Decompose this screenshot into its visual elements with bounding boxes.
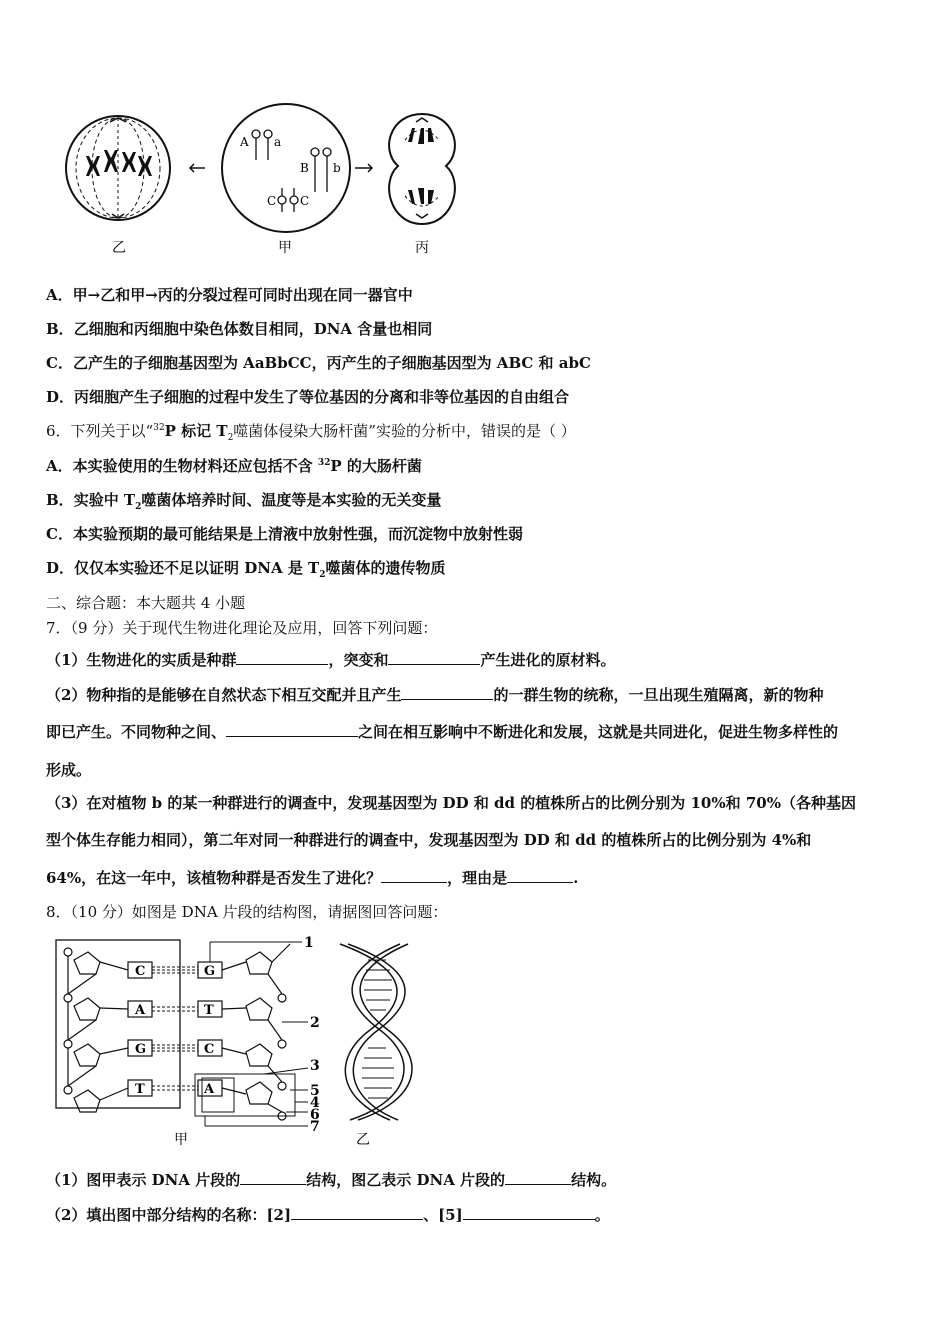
base-left-4: T: [135, 1082, 145, 1097]
blank: [388, 650, 480, 665]
q5-option-d: D．丙细胞产生子细胞的过程中发生了等位基因的分离和非等位基因的自由组合: [46, 388, 570, 406]
q5-option-b: B．乙细胞和丙细胞中染色体数目相同，DNA 含量也相同: [46, 320, 433, 338]
base-left-1: C: [135, 964, 146, 979]
gene-C-left: C: [267, 194, 277, 208]
gene-C-right: C: [300, 194, 310, 208]
q7-part1: （1）生物进化的实质是种群 ，突变和 产生进化的原材料。: [46, 651, 616, 669]
gene-B: B: [300, 161, 309, 175]
base-right-2: T: [204, 1003, 214, 1018]
q7-part3-line3: 64%，在这一年中，该植物种群是否发生了进化？ ，理由是 .: [46, 869, 579, 887]
blank: [381, 868, 447, 883]
q7-part2-line2: 即已产生。不同物种之间、 之间在相互影响中不断进化和发展，这就是共同进化，促进生物多样性的: [46, 723, 839, 741]
blank: [291, 1205, 423, 1220]
blank: [507, 868, 573, 883]
q8-part2: （2）填出图中部分结构的名称：[2] 、[5] 。: [46, 1206, 610, 1224]
frame-left-strand: [56, 940, 180, 1108]
q6-option-b: B．实验中 $T_2$噬菌体培养时间、温度等是本实验的无关变量: [46, 491, 442, 512]
label-jia-dna: 甲: [174, 1132, 188, 1148]
q7-heading: 7．（9 分）关于现代生物进化理论及应用，回答下列问题：: [46, 619, 438, 637]
label-num-2: 2: [310, 1015, 320, 1031]
cell-bing: [389, 114, 455, 256]
q7-part3-line1: （3）在对植物 b 的某一种群进行的调查中，发现基因型为 DD 和 dd 的植株所占的比例分别为 10%和 70%（各种基因: [46, 794, 856, 812]
blank: [236, 650, 328, 665]
q7-part3-line2: 型个体生存能力相同），第二年对同一种群进行的调查中，发现基因型为 DD 和 dd 的植株所占的比例分别为 4%和: [46, 831, 812, 849]
label-num-5: 5: [310, 1083, 320, 1099]
base-right-3: C: [204, 1042, 215, 1057]
label-yi-dna: 乙: [356, 1132, 370, 1148]
q8-heading: 8．（10 分）如图是 DNA 片段的结构图，请据图回答问题：: [46, 903, 448, 921]
gene-b: b: [333, 161, 341, 175]
blank: [505, 1170, 571, 1185]
q8-part1: （1）图甲表示 DNA 片段的 结构，图乙表示 DNA 片段的 结构。: [46, 1171, 617, 1189]
base-left-2: A: [135, 1003, 146, 1018]
cell-division-figure: [60, 100, 480, 260]
label-num-4: 4: [310, 1095, 320, 1111]
base-right-1: G: [204, 964, 216, 979]
q6-option-a: A．本实验使用的生物材料还应包括不含 $^{32}$P 的大肠杆菌: [46, 457, 422, 475]
q7-part2-line1: （2）物种指的是能够在自然状态下相互交配并且产生 的一群生物的统称，一旦出现生殖隔离，新的物种: [46, 686, 824, 704]
label-num-6: 6: [310, 1107, 320, 1123]
q7-part2-line3: 形成。: [46, 761, 92, 779]
cell-jia: [222, 104, 350, 256]
blank: [401, 685, 493, 700]
gene-a: a: [274, 135, 282, 149]
blank: [240, 1170, 306, 1185]
label-num-1: 1: [304, 935, 314, 951]
base-left-3: G: [135, 1042, 147, 1057]
q5-option-c: C．乙产生的子细胞基因型为 AaBbCC，丙产生的子细胞基因型为 ABC 和 abC: [46, 354, 591, 372]
gene-A: A: [240, 135, 249, 149]
label-jia: 甲: [278, 240, 292, 256]
label-yi: 乙: [112, 240, 126, 256]
label-num-3: 3: [310, 1058, 320, 1074]
q6-option-c: C．本实验预期的最可能结果是上清液中放射性强，而沉淀物中放射性弱: [46, 525, 523, 543]
q6-stem: 6．下列关于以“$^{32}$P 标记 $T_2$噬菌体侵染大肠杆菌”实验的分析中，错误的是（ ）: [46, 422, 576, 443]
q5-option-a: A．甲→乙和甲→丙的分裂过程可同时出现在同一器官中: [46, 286, 413, 304]
label-bing: 丙: [415, 240, 429, 256]
blank: [226, 722, 358, 737]
dna-structure-figure: [50, 930, 420, 1150]
section-2-heading: 二、综合题：本大题共 4 小题: [46, 594, 246, 612]
blank: [463, 1205, 595, 1220]
cell-yi: [66, 116, 170, 256]
base-right-4: A: [204, 1082, 215, 1097]
q6-option-d: D．仅仅本实验还不足以证明 DNA 是 $T_2$噬菌体的遗传物质: [46, 559, 446, 580]
label-num-7: 7: [310, 1119, 320, 1135]
